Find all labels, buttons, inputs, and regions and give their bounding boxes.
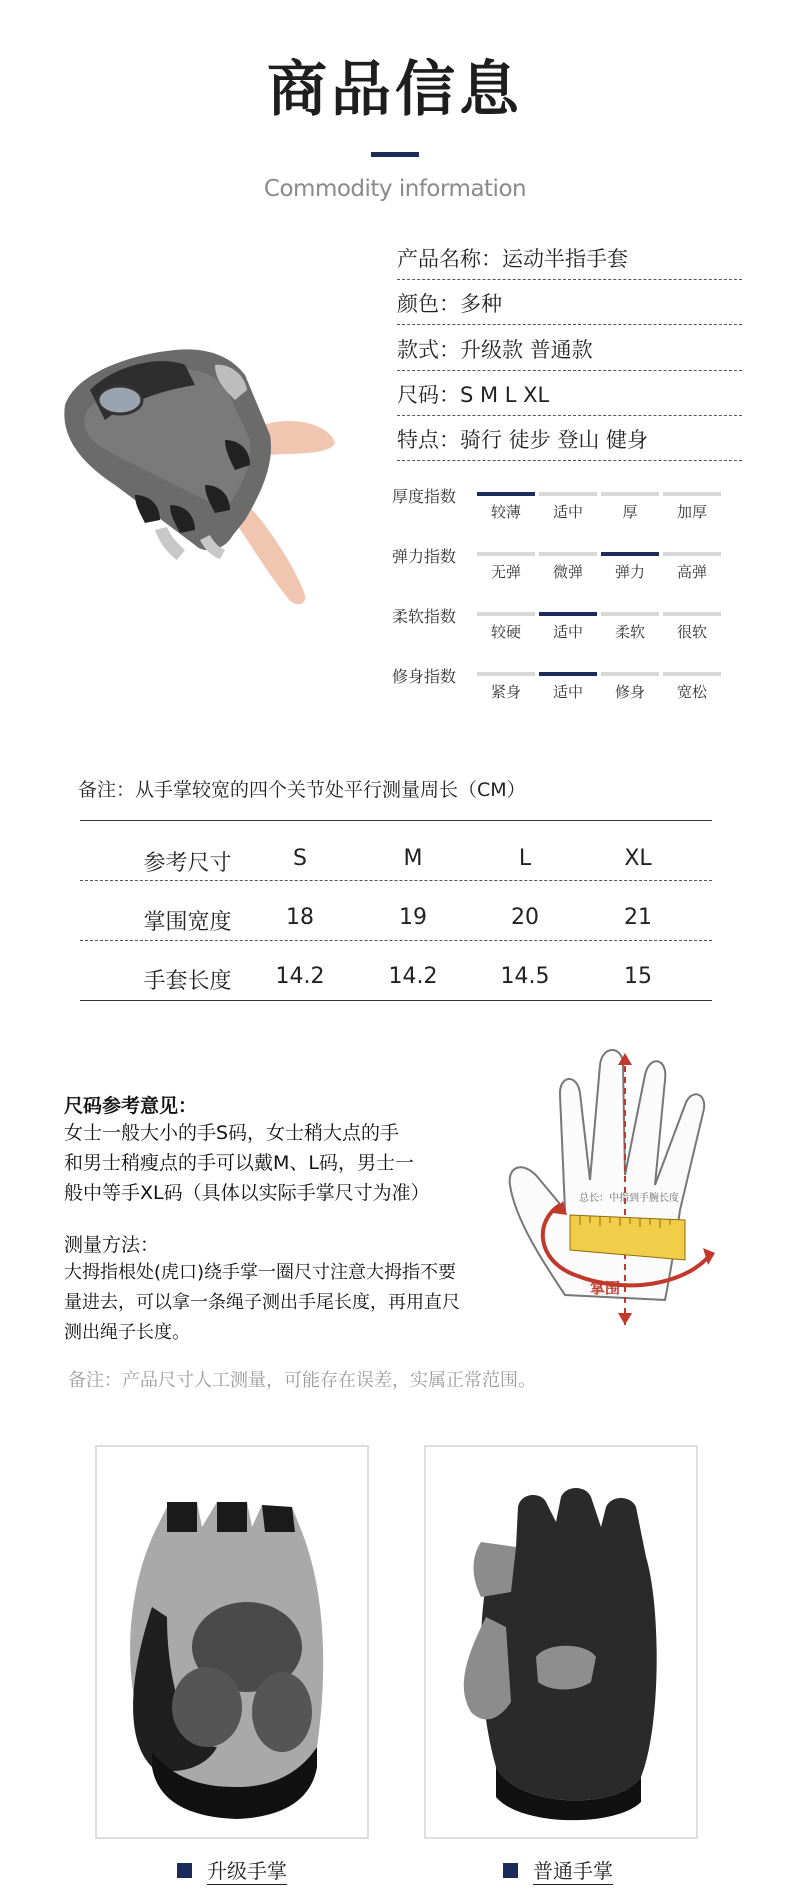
table-bottom-rule: [80, 1000, 712, 1001]
index-option: 修身: [614, 683, 645, 701]
title-divider: [371, 152, 419, 157]
index-option: 宽松: [676, 683, 707, 701]
info-row-size: 尺码：S M L XL: [397, 379, 742, 416]
size-advice-title: 尺码参考意见：: [64, 1095, 198, 1117]
table-cell: 手套长度: [143, 969, 232, 994]
index-option: 较薄: [490, 503, 521, 521]
index-option: 适中: [552, 683, 583, 701]
page-subtitle: Commodity information: [263, 176, 527, 202]
caption-marker: [503, 1863, 518, 1878]
index-segment: [663, 492, 721, 496]
index-option: 高弹: [676, 563, 707, 581]
table-header-cell: XL: [624, 846, 652, 871]
product-caption-regular: 普通手掌: [533, 1855, 613, 1885]
method-line: 大拇指根处(虎口)绕手掌一圈尺寸注意大拇指不要: [64, 1262, 457, 1283]
table-header-cell: 参考尺寸: [143, 851, 232, 876]
table-header-cell: M: [403, 846, 423, 871]
index-segment: [539, 552, 597, 556]
index-segment: [663, 552, 721, 556]
table-cell: 14.2: [388, 964, 438, 989]
product-image-regular: [424, 1445, 698, 1839]
table-row-rule: [80, 940, 712, 941]
index-option: 柔软: [614, 623, 645, 641]
table-top-rule: [80, 820, 712, 821]
index-segment: [539, 492, 597, 496]
regular-palm-glove-image: [426, 1447, 696, 1837]
table-cell: 掌围宽度: [143, 910, 232, 935]
index-segment: [601, 612, 659, 616]
size-advice-line: 和男士稍瘦点的手可以戴M、L码，男士一: [64, 1152, 414, 1174]
index-label-thickness: 厚度指数: [392, 487, 457, 506]
index-segment: [663, 672, 721, 676]
index-option: 适中: [552, 503, 583, 521]
table-cell: 19: [399, 905, 427, 930]
info-row-features: 特点：骑行 徒步 登山 健身: [397, 424, 742, 461]
table-cell: 14.5: [500, 964, 550, 989]
index-segment: [477, 552, 535, 556]
table-cell: 21: [624, 905, 652, 930]
method-line: 量进去，可以拿一条绳子测出手尾长度，再用直尺: [64, 1292, 460, 1313]
index-option: 很软: [676, 623, 707, 641]
method-text: [64, 1258, 504, 1348]
index-option: 微弹: [552, 563, 583, 581]
product-image-upgraded: [95, 1445, 369, 1839]
size-note: 备注：从手掌较宽的四个关节处平行测量周长（CM）: [78, 779, 526, 801]
table-cell: 18: [286, 905, 314, 930]
index-label-fit: 修身指数: [392, 667, 457, 686]
size-advice-line: 女士一般大小的手S码，女士稍大点的手: [64, 1122, 400, 1144]
index-label-elasticity: 弹力指数: [392, 547, 457, 566]
disclaimer-note: 备注：产品尺寸人工测量，可能存在误差，实属正常范围。: [68, 1370, 536, 1391]
table-header-cell: S: [293, 846, 307, 871]
index-segment: [477, 672, 535, 676]
index-segment: [601, 552, 659, 556]
upgraded-palm-glove-image: [97, 1447, 367, 1837]
hand-measurement-diagram: [505, 1045, 740, 1345]
index-option: 较硬: [490, 623, 521, 641]
table-cell: 20: [511, 905, 539, 930]
index-option: 无弹: [490, 563, 521, 581]
product-caption-upgraded: 升级手掌: [207, 1855, 287, 1885]
size-advice-line: 般中等手XL码（具体以实际手掌尺寸为准）: [64, 1182, 430, 1204]
index-option: 加厚: [676, 503, 707, 521]
index-segment: [663, 612, 721, 616]
table-header-cell: L: [518, 846, 532, 871]
index-segment: [539, 672, 597, 676]
info-row-color: 颜色：多种: [397, 288, 742, 325]
page-title: 商品信息: [267, 55, 523, 125]
index-segment: [477, 492, 535, 496]
glove-product-image: [55, 345, 355, 625]
size-advice-text: [64, 1118, 494, 1208]
table-cell: 15: [624, 964, 652, 989]
diagram-total-label: 总长：中指到手腕长度: [579, 1193, 679, 1204]
table-cell: 14.2: [275, 964, 325, 989]
method-title: 测量方法：: [64, 1234, 160, 1256]
method-line: 测出绳子长度。: [64, 1322, 190, 1343]
index-segment: [539, 612, 597, 616]
index-option: 厚: [622, 503, 638, 521]
index-segment: [477, 612, 535, 616]
index-option: 紧身: [490, 683, 521, 701]
caption-marker: [177, 1863, 192, 1878]
table-row-rule: [80, 880, 712, 881]
info-row-name: 产品名称：运动半指手套: [397, 243, 742, 280]
diagram-palm-label: 掌围: [590, 1279, 621, 1297]
index-segment: [601, 492, 659, 496]
index-label-softness: 柔软指数: [392, 607, 457, 626]
index-segment: [601, 672, 659, 676]
info-row-style: 款式：升级款 普通款: [397, 334, 742, 371]
index-option: 适中: [552, 623, 583, 641]
index-option: 弹力: [614, 563, 645, 581]
